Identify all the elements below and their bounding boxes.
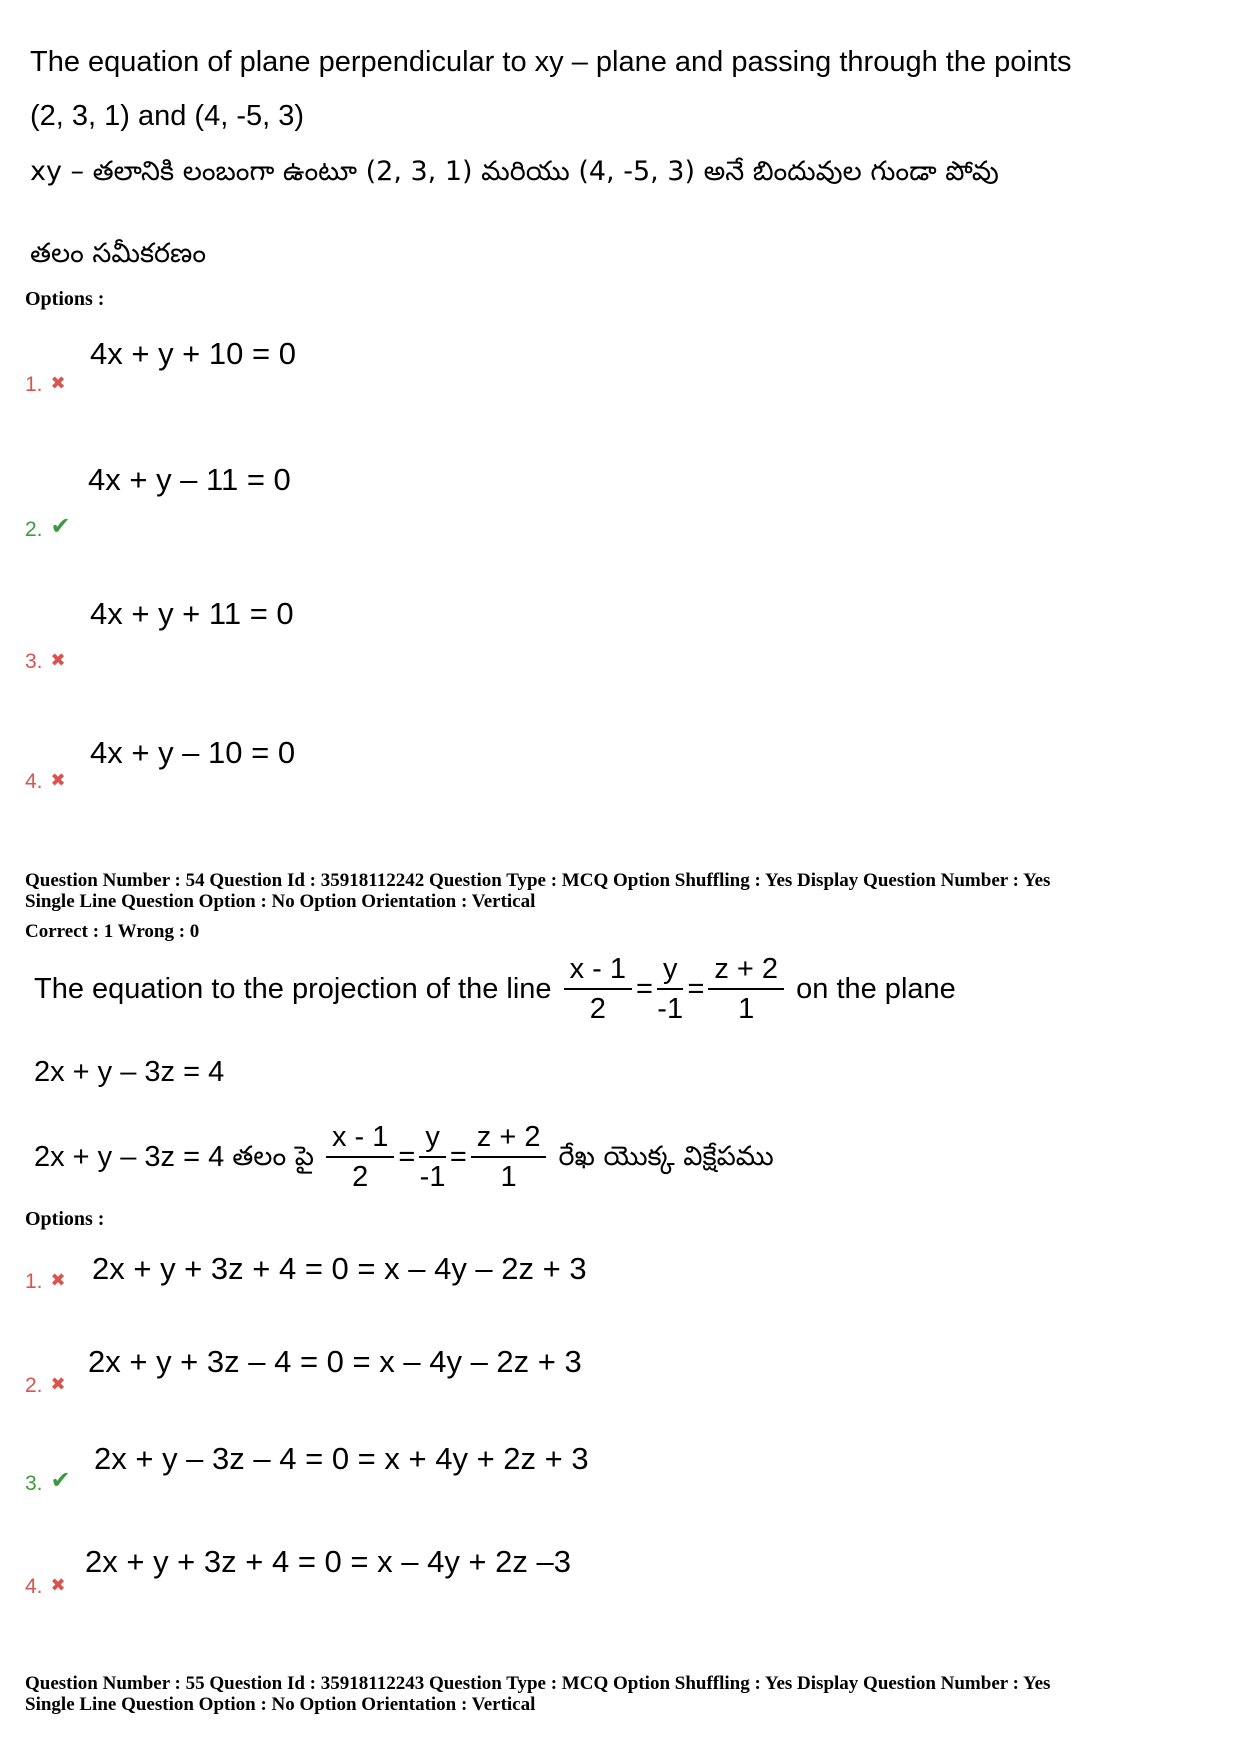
option-number: 3.	[25, 650, 43, 673]
q55-meta-line1: Question Number : 55 Question Id : 35918112243 Question Type : MCQ Option Shuffling : Yes Display Question Number : Yes	[25, 1673, 1051, 1694]
q54-prefix: The equation to the projection of the line	[34, 973, 552, 1005]
option-number: 1.	[25, 373, 43, 396]
option-number: 3.	[25, 1472, 43, 1495]
option-number: 4.	[25, 770, 43, 793]
fraction-denominator: 1	[500, 1161, 517, 1193]
fraction	[326, 1118, 394, 1196]
q53-options-label: Options :	[25, 288, 105, 310]
q53-option-2-text: 4x + y – 11 = 0	[88, 462, 291, 497]
q54-option-2-number	[25, 1374, 66, 1398]
fraction-denominator: 2	[352, 1161, 369, 1193]
equals-sign: =	[687, 973, 705, 1005]
q54-option-1-text: 2x + y + 3z + 4 = 0 = x – 4y – 2z + 3	[92, 1251, 587, 1286]
fraction-numerator: x - 1	[326, 1118, 394, 1158]
q54-options-label: Options :	[25, 1208, 105, 1230]
cross-mark-icon: ✖	[50, 1374, 66, 1394]
fraction-denominator: -1	[419, 1161, 446, 1193]
fraction-denominator: -1	[657, 993, 684, 1025]
cross-mark-icon: ✖	[50, 1270, 66, 1290]
equals-sign: =	[398, 1141, 416, 1173]
q54-telugu-suffix: రేఖ యొక్క విక్షేపము	[558, 1141, 774, 1172]
q54-meta-line1: Question Number : 54 Question Id : 35918112242 Question Type : MCQ Option Shuffling : Yes Display Question Number : Yes	[25, 870, 1051, 891]
q54-option-3-number	[25, 1466, 71, 1496]
q53-option-3-text: 4x + y + 11 = 0	[90, 596, 294, 631]
cross-mark-icon: ✖	[50, 373, 66, 393]
fraction-denominator: 2	[589, 993, 606, 1025]
equals-sign: =	[636, 973, 653, 1005]
fraction	[657, 950, 684, 1028]
option-number: 2.	[25, 518, 43, 541]
q54-option-1-number	[25, 1270, 66, 1294]
fraction-numerator: z + 2	[708, 950, 784, 990]
check-mark-icon: ✔	[50, 513, 71, 540]
fraction	[564, 950, 632, 1028]
q53-option-4-number	[25, 770, 66, 794]
check-mark-icon: ✔	[50, 1467, 71, 1494]
q53-option-1-number	[25, 373, 66, 397]
fraction-numerator: z + 2	[471, 1118, 547, 1158]
q54-suffix: on the plane	[796, 973, 956, 1005]
fraction-numerator: x - 1	[564, 950, 632, 990]
q53-telugu-line1: xy – తలానికి లంబంగా ఉంటూ (2, 3, 1) మరియు (4, -5, 3) అనే బిందువుల గుండా పోవు	[30, 156, 999, 187]
q53-option-2-number	[25, 512, 71, 542]
q54-meta-line2: Single Line Question Option : No Option Orientation : Vertical	[25, 891, 536, 912]
q53-text-line2: (2, 3, 1) and (4, -5, 3)	[30, 100, 305, 132]
fraction	[419, 1118, 446, 1196]
cross-mark-icon: ✖	[50, 650, 66, 670]
q54-option-2-text: 2x + y + 3z – 4 = 0 = x – 4y – 2z + 3	[88, 1344, 582, 1379]
q54-option-4-text: 2x + y + 3z + 4 = 0 = x – 4y + 2z –3	[85, 1544, 571, 1579]
q54-option-3-text: 2x + y – 3z – 4 = 0 = x + 4y + 2z + 3	[94, 1441, 589, 1476]
fraction-numerator: y	[657, 950, 684, 990]
q54-option-4-number	[25, 1575, 66, 1599]
q54-telugu-line	[34, 1118, 774, 1196]
option-number: 2.	[25, 1374, 43, 1397]
q53-text-line1: The equation of plane perpendicular to xy – plane and passing through the points	[30, 46, 1072, 78]
option-number: 4.	[25, 1575, 43, 1598]
q53-option-3-number	[25, 650, 66, 674]
fraction-denominator: 1	[738, 993, 755, 1025]
equals-sign: =	[449, 1141, 467, 1173]
q53-option-1-text: 4x + y + 10 = 0	[90, 336, 296, 371]
q54-telugu-prefix: 2x + y – 3z = 4	[34, 1141, 225, 1173]
q53-telugu-line2: తలం సమీకరణం	[30, 238, 207, 269]
q54-meta-line3: Correct : 1 Wrong : 0	[25, 921, 200, 942]
fraction	[708, 950, 784, 1028]
fraction-numerator: y	[419, 1118, 446, 1158]
cross-mark-icon: ✖	[50, 770, 66, 790]
cross-mark-icon: ✖	[50, 1575, 66, 1595]
q54-telugu-mid: తలం పై	[232, 1141, 314, 1172]
option-number: 1.	[25, 1270, 43, 1293]
fraction	[471, 1118, 547, 1196]
q54-plane-equation: 2x + y – 3z = 4	[34, 1056, 225, 1088]
q54-question-line1	[34, 950, 956, 1028]
q55-meta-line2: Single Line Question Option : No Option Orientation : Vertical	[25, 1694, 536, 1715]
q53-option-4-text: 4x + y – 10 = 0	[90, 735, 296, 770]
